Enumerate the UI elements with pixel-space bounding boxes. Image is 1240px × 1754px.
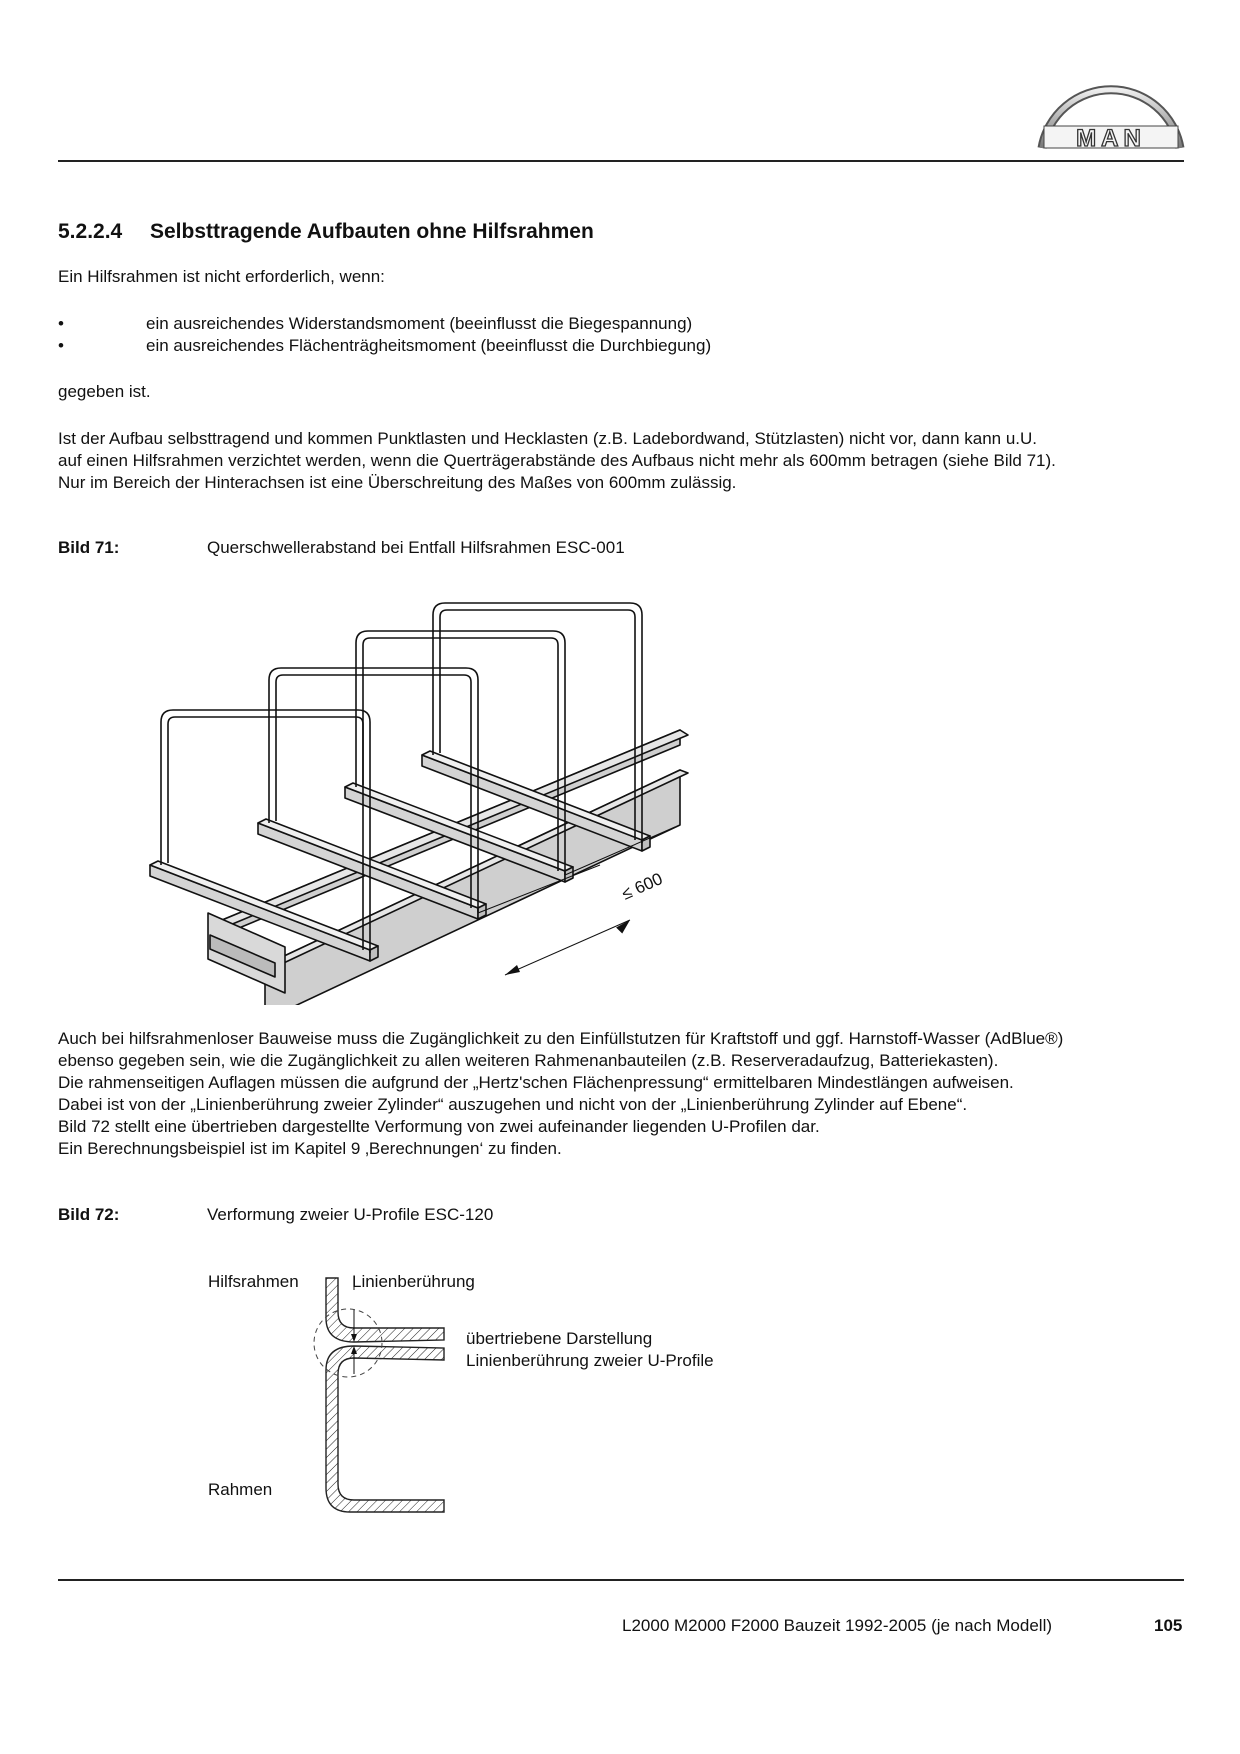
footer-text: L2000 M2000 F2000 Bauzeit 1992-2005 (je nach Modell) (622, 1616, 1053, 1635)
paragraph-2-line: Die rahmenseitigen Auflagen müssen die aufgrund der „Hertz'schen Flächenpressung“ ermittelbaren Mindestlängen aufweisen. (58, 1073, 1014, 1092)
figure-72-label: Bild 72: (58, 1205, 120, 1224)
header-rule (58, 160, 1184, 162)
logo-text: MAN (1076, 125, 1146, 152)
figure-72-caption: Verformung zweier U-Profile ESC-120 (207, 1205, 494, 1224)
label-rahmen: Rahmen (208, 1480, 273, 1499)
paragraph-1-line: Ist der Aufbau selbsttragend und kommen Punktlasten und Hecklasten (z.B. Ladebordwand, Stützlasten) nicht vor, dann kann u.U. (58, 429, 1038, 448)
label-hilfsrahmen: Hilfsrahmen (208, 1272, 299, 1291)
bullet-text: ein ausreichendes Flächenträgheitsmoment (beeinflusst die Durchbiegung) (146, 336, 712, 355)
bullet-text: ein ausreichendes Widerstandsmoment (beeinflusst die Biegespannung) (146, 314, 693, 333)
paragraph-2-line: Auch bei hilfsrahmenloser Bauweise muss die Zugänglichkeit zu den Einfüllstutzen für Kraftstoff und ggf. Harnstoff-Wasser (AdBlue®) (58, 1029, 1064, 1048)
page-number: 105 (1154, 1616, 1183, 1635)
dimension-label: ≤ 600 (618, 869, 666, 904)
label-linienberuehrung: Linienberührung (352, 1272, 475, 1291)
figure-72-drawing (310, 1270, 460, 1530)
paragraph-2-line: ebenso gegeben sein, wie die Zugänglichkeit zu allen weiteren Rahmenanbauteilen (z.B. Reserveradaufzug, Batteriekasten). (58, 1051, 999, 1070)
paragraph-2-line: Ein Berechnungsbeispiel ist im Kapitel 9 ‚Berechnungen‘ zu finden. (58, 1139, 562, 1158)
after-bullets-text: gegeben ist. (58, 382, 151, 401)
bullet-item: • ein ausreichendes Widerstandsmoment (beeinflusst die Biegespannung) (58, 314, 693, 333)
section-number: 5.2.2.4 (58, 220, 123, 243)
man-logo (1036, 64, 1186, 152)
figure-71-label: Bild 71: (58, 538, 120, 557)
bullet-item: • ein ausreichendes Flächenträgheitsmoment (beeinflusst die Durchbiegung) (58, 336, 712, 355)
section-heading (58, 220, 594, 244)
footer-rule (58, 1579, 1184, 1581)
section-title: Selbsttragende Aufbauten ohne Hilfsrahmen (150, 220, 594, 243)
paragraph-1-line: auf einen Hilfsrahmen verzichtet werden, wenn die Querträgerabstände des Aufbaus nicht mehr als 600mm betragen (siehe Bild 71). (58, 451, 1056, 470)
figure-71-caption: Querschwellerabstand bei Entfall Hilfsrahmen ESC-001 (207, 538, 625, 557)
paragraph-2-line: Bild 72 stellt eine übertrieben dargestellte Verformung von zwei aufeinander liegenden U-Profilen dar. (58, 1117, 820, 1136)
paragraph-1-line: Nur im Bereich der Hinterachsen ist eine Überschreitung des Maßes von 600mm zulässig. (58, 473, 737, 492)
label-description-2: Linienberührung zweier U-Profile (466, 1351, 714, 1370)
figure-71-drawing (140, 595, 720, 1005)
label-description-1: übertriebene Darstellung (466, 1329, 653, 1348)
paragraph-2-line: Dabei ist von der „Linienberührung zweier Zylinder“ auszugehen und nicht von der „Linienberührung Zylinder auf Ebene“. (58, 1095, 968, 1114)
intro-text: Ein Hilfsrahmen ist nicht erforderlich, wenn: (58, 267, 385, 286)
